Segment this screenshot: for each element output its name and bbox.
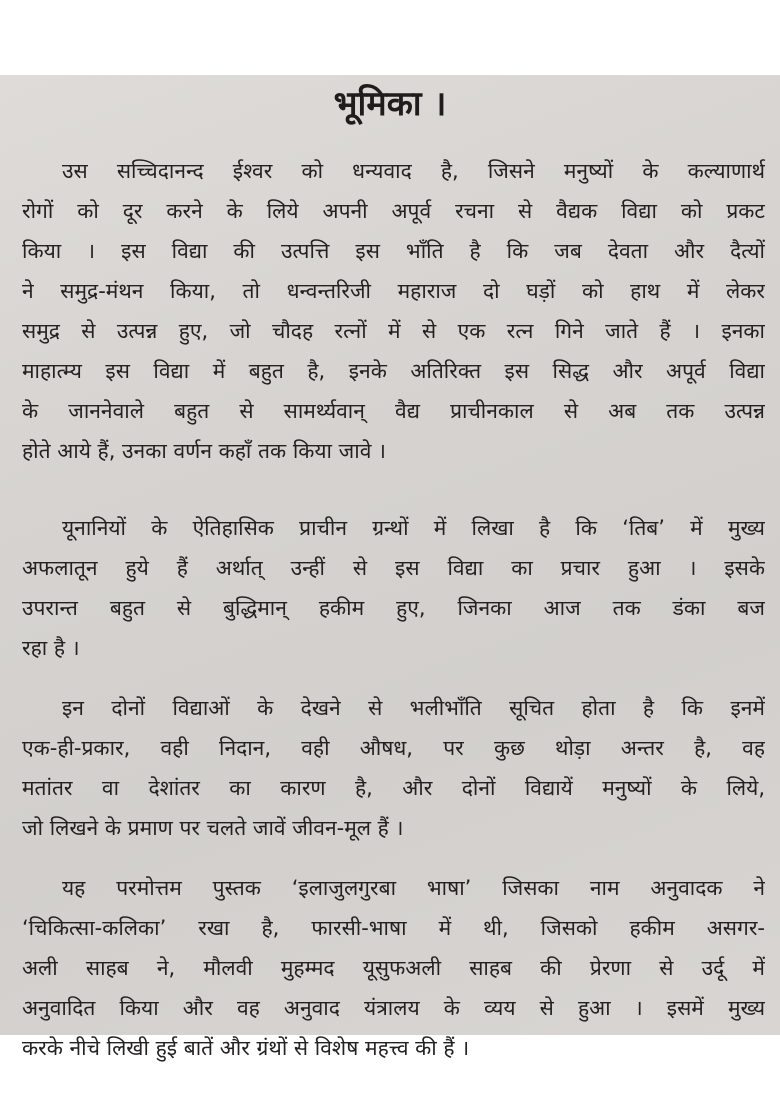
text-line: समुद्र से उत्पन्न हुए, जो चौदह रत्नों में से एक रत्न गिने जाते हैं । इनका — [22, 319, 765, 343]
text-line: उपरान्त बहुत से बुद्धिमान् हकीम हुए, जिनका आज तक डंका बज — [22, 596, 765, 620]
text-line: माहात्म्य इस विद्या में बहुत है, इनके अतिरिक्त इस सिद्ध और अपूर्व विद्या — [22, 359, 765, 383]
paragraph-3 — [22, 688, 765, 848]
text-line: करके नीचे लिखी हुई बातें और ग्रंथों से विशेष महत्त्व की हैं । — [22, 1036, 470, 1060]
text-line: अली साहब ने, मौलवी मुहम्मद यूसुफअली साहब की प्रेरणा से उर्दू में — [22, 956, 765, 980]
text-line: यह परमोत्तम पुस्तक ‘इलाजुलगुरबा भाषा’ जिसका नाम अनुवादक ने — [62, 876, 765, 900]
text-line: ने समुद्र-मंथन किया, तो धन्वन्तरिजी महाराज दो घड़ों को हाथ में लेकर — [22, 279, 765, 303]
text-line: के जाननेवाले बहुत से सामर्थ्यवान् वैद्य प्राचीनकाल से अब तक उत्पन्न — [22, 399, 765, 423]
text-line: अनुवादित किया और वह अनुवाद यंत्रालय के व्यय से हुआ । इसमें मुख्य — [22, 996, 765, 1020]
text-line: मतांतर वा देशांतर का कारण है, और दोनों विद्यायें मनुष्यों के लिये, — [22, 776, 765, 800]
text-line: जो लिखने के प्रमाण पर चलते जावें जीवन-मूल हैं । — [22, 816, 404, 840]
text-line: होते आये हैं, उनका वर्णन कहाँ तक किया जावे । — [22, 439, 387, 463]
text-line: इन दोनों विद्याओं के देखने से भलीभाँति सूचित होता है कि इनमें — [62, 696, 765, 720]
text-line: यूनानियों के ऐतिहासिक प्राचीन ग्रन्थों में लिखा है कि ‘तिब’ में मुख्य — [62, 516, 765, 540]
text-line: रोगों को दूर करने के लिये अपनी अपूर्व रचना से वैद्यक विद्या को प्रकट — [22, 199, 765, 223]
text-line: रहा है । — [22, 636, 80, 660]
text-line: अफलातून हुये हैं अर्थात् उन्हीं से इस विद्या का प्रचार हुआ । इसके — [22, 556, 765, 580]
paragraph-4 — [22, 868, 765, 1068]
page-title: भूमिका । — [333, 84, 447, 124]
text-line: ‘चिकित्सा-कलिका’ रखा है, फारसी-भाषा में थी, जिसको हकीम असगर- — [22, 916, 765, 940]
text-line: एक-ही-प्रकार, वही निदान, वही औषध, पर कुछ थोड़ा अन्तर है, वह — [22, 736, 765, 760]
text-line: किया । इस विद्या की उत्पत्ति इस भाँति है कि जब देवता और दैत्यों — [22, 239, 765, 263]
paragraph-2 — [22, 508, 765, 668]
text-line: उस सच्चिदानन्द ईश्वर को धन्यवाद है, जिसने मनुष्यों के कल्याणार्थ — [62, 159, 765, 183]
paragraph-1 — [22, 151, 765, 471]
